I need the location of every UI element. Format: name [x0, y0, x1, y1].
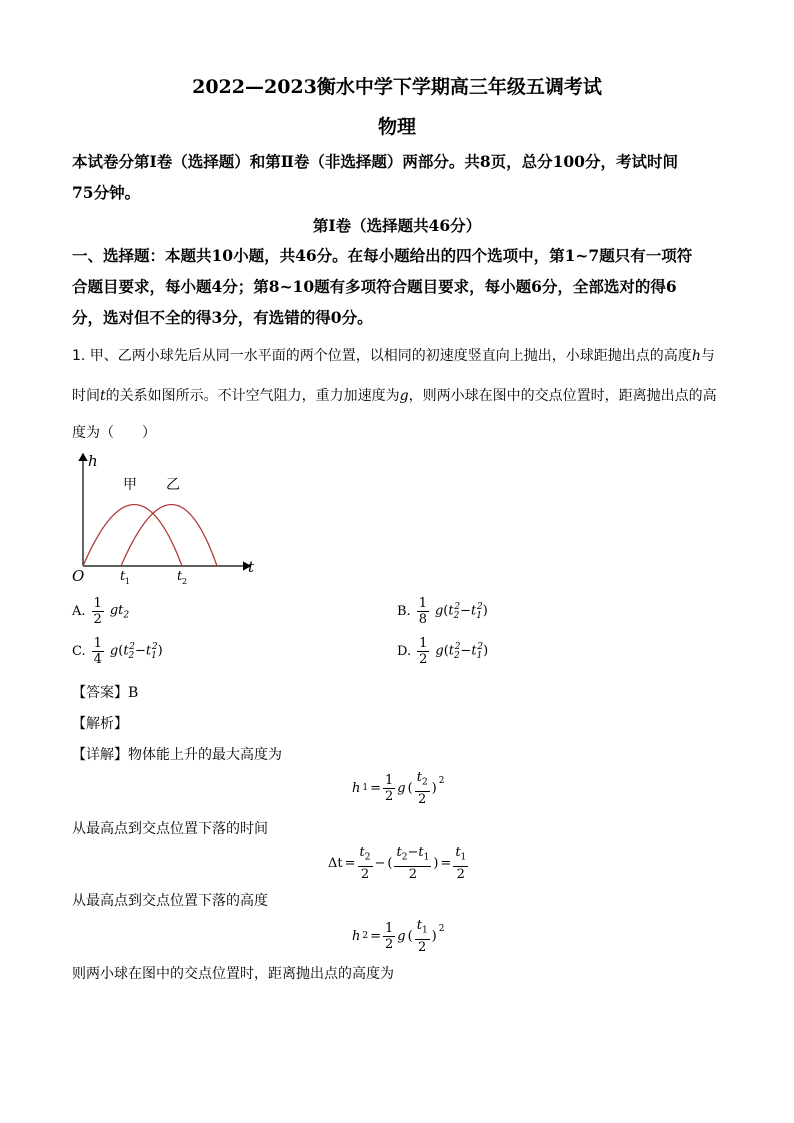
sup: 2	[477, 642, 484, 653]
detail-line-2: 从最高点到交点位置下落的时间	[72, 821, 268, 837]
den: 2	[419, 652, 428, 667]
tick-t2-sub: 2	[182, 577, 188, 586]
detail-line-3: 从最高点到交点位置下落的高度	[72, 893, 268, 909]
expr	[435, 602, 488, 621]
option-c-letter: C.	[72, 644, 86, 659]
answer-line	[72, 682, 138, 702]
t: t	[123, 643, 129, 659]
sub: 1	[421, 925, 428, 936]
exam-title: 2022—2023衡水中学下学期高三年级五调考试	[192, 76, 602, 98]
minus: −	[407, 845, 419, 860]
den: 2	[385, 936, 394, 952]
instruction-line-2: 合题目要求，每小题4分；第8~10题有多项符合题目要求，每小题6分，全部选对的得6	[72, 277, 677, 296]
sub: 1	[476, 610, 482, 621]
tick-t1-sub: 1	[125, 577, 131, 586]
num	[453, 845, 468, 867]
eq-po: (	[407, 928, 413, 944]
detail-line-1	[72, 744, 282, 764]
expr	[110, 642, 163, 661]
num: 1	[385, 920, 394, 936]
eq-sub: 2	[362, 931, 369, 942]
eq-delta-t: Δt	[328, 855, 343, 871]
equation-h2	[352, 918, 444, 955]
eq-minus: −	[374, 855, 386, 871]
instruction-line-3: 分，选对但不全的得3分，有选错的得0分。	[72, 308, 373, 327]
pc: )	[157, 643, 163, 659]
sub: 1	[460, 852, 467, 863]
t: t	[470, 603, 477, 619]
den: 2	[408, 866, 418, 882]
t: t	[396, 845, 402, 860]
num: 1	[418, 596, 427, 611]
eq-frac-half	[383, 921, 395, 952]
option-a-letter: A.	[72, 604, 86, 619]
t: t	[416, 918, 422, 933]
eq-sup: 2	[438, 924, 445, 935]
num: 1	[419, 636, 428, 651]
eq-h: h	[352, 928, 361, 944]
sub: 1	[423, 852, 430, 863]
sup: 2	[454, 602, 461, 613]
g: g	[434, 603, 444, 619]
t: t	[455, 845, 461, 860]
axis-label-t: t	[248, 558, 255, 576]
option-d[interactable]	[397, 636, 488, 667]
part1-title: 第Ⅰ卷（选择题共46分）	[312, 216, 482, 235]
option-a[interactable]	[72, 596, 129, 627]
eq-frac-t2	[415, 770, 430, 807]
t: t	[448, 643, 455, 659]
pc: )	[482, 603, 488, 619]
frac-eighth	[417, 596, 429, 627]
eq-frac-t2-2	[358, 845, 373, 882]
intro-line-2: 75分钟。	[72, 183, 141, 202]
option-c[interactable]	[72, 636, 163, 667]
question-1-line-1	[72, 345, 715, 365]
eq-equals: =	[344, 855, 356, 871]
t: t	[418, 845, 424, 860]
eq-pc: )	[431, 928, 437, 944]
t: t	[448, 603, 454, 619]
num	[358, 845, 373, 867]
equation-delta-t	[328, 845, 468, 882]
axis-label-h: h	[88, 452, 98, 470]
den: 2	[360, 866, 370, 882]
minus: −	[460, 643, 472, 659]
sup: 2	[476, 602, 483, 613]
eq-equals: =	[440, 855, 452, 871]
t: t	[145, 643, 152, 659]
eq-equals: =	[370, 780, 382, 796]
expr	[110, 603, 129, 621]
sup: 2	[129, 642, 136, 653]
q1-text-b: 与	[700, 348, 715, 364]
question-1-line-3: 度为（ ）	[72, 425, 156, 441]
intro-line-1: 本试卷分第Ⅰ卷（选择题）和第Ⅱ卷（非选择题）两部分。共8页，总分100分，考试时间	[72, 152, 678, 171]
option-b-letter: B.	[397, 604, 411, 619]
eq-frac-diff	[394, 845, 431, 882]
var-g: g	[399, 388, 409, 404]
expr	[435, 642, 488, 661]
detail-line-4: 则两小球在图中的交点位置时，距离抛出点的高度为	[72, 966, 394, 982]
den: 8	[418, 612, 427, 627]
origin-label: O	[72, 567, 85, 585]
pc: )	[483, 643, 489, 659]
q1-text-c: 时间	[72, 388, 100, 404]
frac-quarter	[92, 636, 104, 667]
q1-text-e: ，则两小球在图中的交点位置时，距离抛出点的高	[408, 388, 717, 404]
eq-h: h	[352, 780, 361, 796]
sub: 2	[123, 610, 130, 621]
sub: 1	[151, 650, 157, 661]
frac-half	[92, 596, 104, 627]
minus: −	[460, 603, 471, 619]
instruction-line-1: 一、选择题：本题共10小题，共46分。在每小题给出的四个选项中，第1~7题只有一项符	[72, 246, 693, 265]
analysis-label: 【解析】	[72, 716, 128, 732]
po: (	[118, 643, 124, 659]
t: t	[359, 845, 365, 860]
g: g	[109, 643, 119, 659]
var-t: t	[100, 388, 106, 404]
sub: 2	[364, 852, 371, 863]
sub: 2	[401, 852, 408, 863]
num	[394, 845, 431, 867]
den: 2	[456, 866, 465, 882]
option-d-letter: D.	[397, 644, 412, 659]
subject-title: 物理	[377, 116, 416, 138]
den: 2	[418, 939, 427, 955]
frac-half-d	[417, 636, 429, 667]
eq-pc: )	[433, 855, 439, 871]
eq-g: g	[397, 780, 406, 796]
sub: 2	[421, 777, 428, 788]
answer-value: B	[128, 685, 139, 701]
sub: 2	[128, 650, 135, 661]
t: t	[118, 602, 124, 618]
g: g	[109, 602, 119, 618]
minus: −	[135, 643, 146, 659]
eq-po: (	[387, 855, 393, 871]
var-h: h	[691, 348, 701, 364]
po: (	[443, 603, 449, 619]
eq-g: g	[397, 928, 406, 944]
eq-frac-t1	[415, 918, 430, 955]
num	[415, 918, 430, 940]
option-b[interactable]	[397, 596, 488, 627]
t: t	[471, 643, 477, 659]
label-yi: 乙	[166, 477, 180, 493]
q1-text-a: 1. 甲、乙两小球先后从同一水平面的两个位置，以相同的初速度竖直向上抛出，小球距抛出点的高度	[72, 348, 692, 364]
eq-equals: =	[370, 928, 382, 944]
sub: 2	[453, 610, 460, 621]
sub: 1	[476, 650, 483, 661]
tick-t2: t	[177, 569, 183, 584]
sub: 2	[454, 650, 460, 661]
num: 1	[385, 772, 394, 788]
question-1-line-2	[72, 385, 717, 405]
den: 2	[93, 612, 102, 627]
eq-frac-t1-2	[453, 845, 468, 882]
den: 2	[385, 788, 394, 804]
q1-text-d: 的关系如图所示。不计空气阻力，重力加速度为	[105, 388, 400, 404]
tick-t1: t	[120, 569, 126, 584]
eq-sup: 2	[438, 776, 445, 787]
eq-sub: 1	[362, 783, 369, 794]
num: 1	[93, 596, 102, 611]
den: 2	[418, 791, 427, 807]
answer-label: 【答案】	[72, 685, 128, 701]
equation-h1	[352, 770, 444, 807]
sup: 2	[151, 642, 158, 653]
g: g	[435, 643, 444, 659]
eq-po: (	[407, 780, 413, 796]
t: t	[416, 770, 422, 785]
sup: 2	[454, 642, 461, 653]
detail-text-1: 物体能上升的最大高度为	[128, 747, 282, 763]
eq-frac-half	[383, 773, 395, 804]
h-t-graph	[66, 448, 266, 588]
num	[415, 770, 430, 792]
detail-label: 【详解】	[72, 747, 128, 763]
po: (	[443, 643, 449, 659]
eq-pc: )	[431, 780, 437, 796]
num: 1	[93, 636, 102, 651]
label-jia: 甲	[123, 477, 137, 493]
den: 4	[93, 652, 102, 667]
curve-jia	[83, 505, 182, 567]
